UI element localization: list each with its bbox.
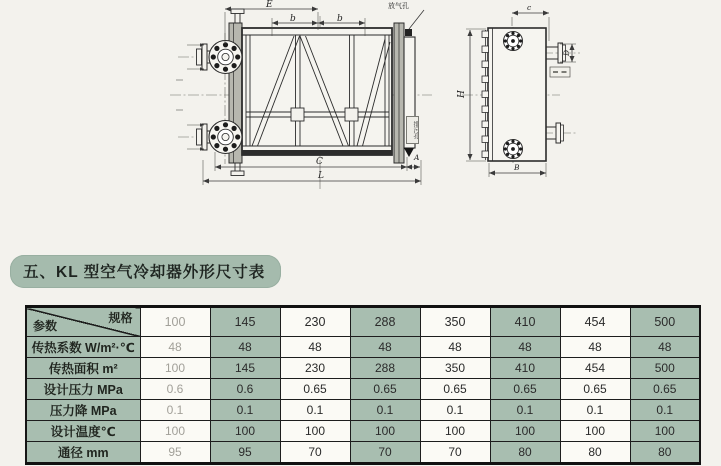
cell-value: 0.1	[490, 400, 560, 421]
cell-value: 48	[280, 337, 350, 358]
dim-L-label: L	[318, 171, 324, 181]
cell-value: 500	[630, 358, 700, 379]
cell-value: 100	[490, 421, 560, 442]
cell-value: 0.65	[280, 379, 350, 400]
spec-column-header: 145	[210, 307, 280, 337]
dim-H-label: H	[457, 90, 467, 98]
cell-value: 48	[210, 337, 280, 358]
cell-value: 100	[350, 421, 420, 442]
row-label: 设计温度℃	[26, 421, 140, 442]
row-label: 压力降 MPa	[26, 400, 140, 421]
cell-value: 70	[280, 442, 350, 464]
table-row	[26, 442, 700, 464]
dim-E-label: E	[266, 0, 273, 10]
spec-column-header: 350	[420, 307, 490, 337]
cell-value: 0.1	[280, 400, 350, 421]
cell-value: 0.1	[350, 400, 420, 421]
dim-C-label: C	[316, 157, 323, 167]
cell-value: 350	[420, 358, 490, 379]
flange-lower	[209, 121, 242, 154]
top-fitting	[231, 9, 244, 23]
spec-column-header: 100	[140, 307, 210, 337]
dim-c-label: c	[527, 3, 532, 12]
front-view	[176, 0, 424, 185]
cell-value: 0.1	[420, 400, 490, 421]
row-label: 设计压力 MPa	[26, 379, 140, 400]
table-row	[26, 379, 700, 400]
cell-value: 230	[280, 358, 350, 379]
cell-value: 0.1	[560, 400, 630, 421]
drain-note: 排污孔	[406, 116, 419, 144]
cell-value: 48	[140, 337, 210, 358]
flange-upper	[209, 41, 242, 74]
cell-value: 80	[560, 442, 630, 464]
vent-label: 放气孔	[388, 2, 409, 10]
bottom-fitting	[231, 163, 244, 176]
vent-fitting	[405, 29, 412, 36]
spec-column-header: 454	[560, 307, 630, 337]
spec-header-row	[26, 307, 700, 337]
side-flange-lower	[504, 140, 523, 159]
dim-A-label: A	[414, 153, 420, 162]
cell-value: 95	[140, 442, 210, 464]
table-row	[26, 421, 700, 442]
cell-value: 100	[140, 421, 210, 442]
cell-value: 0.65	[560, 379, 630, 400]
cell-value: 145	[210, 358, 280, 379]
spec-table-container	[25, 305, 701, 465]
spec-table	[25, 305, 701, 465]
tube-tabs	[482, 30, 489, 160]
spec-column-header: 230	[280, 307, 350, 337]
cell-value: 48	[490, 337, 560, 358]
dim-b-left-label: b	[290, 14, 296, 24]
corner-header-cell	[26, 307, 140, 337]
cell-value: 48	[630, 337, 700, 358]
cell-value: 48	[350, 337, 420, 358]
side-flange-upper	[504, 32, 523, 51]
row-label: 通径 mm	[26, 442, 140, 464]
cell-value: 70	[350, 442, 420, 464]
cell-value: 454	[560, 358, 630, 379]
cell-value: 0.65	[350, 379, 420, 400]
cell-value: 100	[210, 421, 280, 442]
cell-value: 288	[350, 358, 420, 379]
cell-value: 95	[210, 442, 280, 464]
cell-value: 0.65	[630, 379, 700, 400]
cell-value: 48	[420, 337, 490, 358]
cell-value: 70	[420, 442, 490, 464]
row-label: 传热面积 m²	[26, 358, 140, 379]
cell-value: 0.65	[490, 379, 560, 400]
cell-value: 0.1	[210, 400, 280, 421]
cell-value: 0.1	[630, 400, 700, 421]
cell-value: 0.6	[140, 379, 210, 400]
dim-D-label: D	[562, 49, 571, 56]
table-row	[26, 400, 700, 421]
cell-value: 100	[560, 421, 630, 442]
dim-B-label: B	[514, 163, 520, 172]
cell-value: 100	[630, 421, 700, 442]
cell-value: 100	[140, 358, 210, 379]
table-row	[26, 337, 700, 358]
side-view	[457, 3, 576, 177]
cell-value: 80	[630, 442, 700, 464]
cell-value: 0.65	[420, 379, 490, 400]
cell-value: 0.6	[210, 379, 280, 400]
corner-spec-label: 规格	[108, 311, 133, 325]
cell-value: 410	[490, 358, 560, 379]
cell-value: 80	[490, 442, 560, 464]
dim-b-right-label: b	[337, 14, 343, 24]
table-row	[26, 358, 700, 379]
cell-value: 0.1	[140, 400, 210, 421]
support-mark	[404, 148, 414, 157]
row-label: 传热系数 W/m²·℃	[26, 337, 140, 358]
frame-outline	[242, 28, 392, 155]
cell-value: 48	[560, 337, 630, 358]
spec-table-body	[26, 307, 700, 464]
spec-column-header: 288	[350, 307, 420, 337]
section-title: 五、KL 型空气冷却器外形尺寸表	[10, 255, 281, 288]
weld-note-box	[550, 67, 570, 77]
corner-param-label: 参数	[33, 319, 58, 333]
cell-value: 100	[420, 421, 490, 442]
spec-column-header: 410	[490, 307, 560, 337]
spec-column-header: 500	[630, 307, 700, 337]
cell-value: 100	[280, 421, 350, 442]
